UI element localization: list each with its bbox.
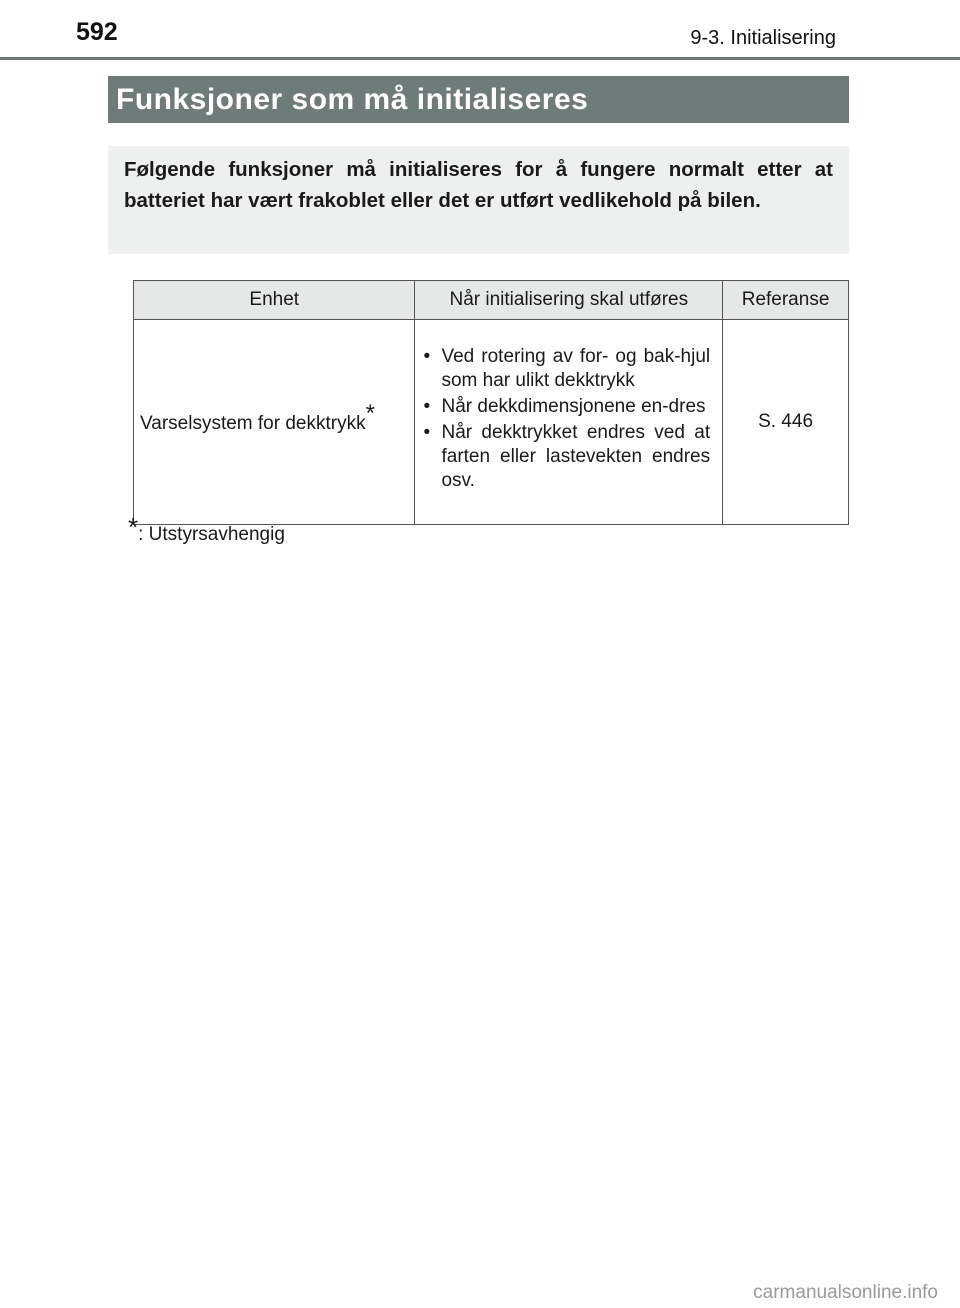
list-item	[421, 345, 710, 393]
title-bar	[108, 76, 849, 123]
table-row	[134, 320, 849, 525]
bullet-icon: •	[423, 346, 431, 367]
cell-when	[415, 320, 723, 525]
condition-text: Når dekktrykket endres ved at farten eller lastevekten endres osv.	[441, 422, 711, 491]
condition-text: Ved rotering av for- og bak-hjul som har ulikt dekktrykk	[441, 346, 711, 391]
initialization-table	[133, 280, 849, 525]
watermark: carmanualsonline.info	[753, 1282, 938, 1303]
intro-box	[108, 146, 849, 254]
condition-text: Når dekkdimensjonene en-dres	[441, 396, 706, 417]
cell-unit	[134, 320, 415, 525]
intro-text: Følgende funksjoner må initialiseres for å fungere normalt etter at batteriet har vært frakoblet eller det er utført vedlikehold på bilen.	[124, 158, 833, 212]
unit-name: Varselsystem for dekktrykk	[140, 413, 366, 434]
bullet-icon: •	[423, 422, 431, 443]
list-item	[421, 395, 710, 419]
table-header-row	[134, 281, 849, 320]
column-header-when: Når initialisering skal utføres	[415, 281, 723, 320]
unit-footnote-mark: *	[365, 400, 375, 427]
section-label: 9-3. Initialisering	[690, 27, 836, 49]
column-header-reference: Referanse	[723, 281, 849, 320]
header-rule	[0, 57, 960, 60]
page-title: Funksjoner som må initialiseres	[116, 82, 589, 116]
column-header-unit: Enhet	[134, 281, 415, 320]
bullet-icon: •	[423, 396, 431, 417]
footnote-text: : Utstyrsavhengig	[138, 524, 285, 545]
conditions-list	[421, 345, 710, 493]
list-item	[421, 421, 710, 493]
cell-reference: S. 446	[723, 320, 849, 525]
page-number: 592	[76, 18, 118, 46]
footnote-mark: *	[128, 512, 139, 542]
footnote	[128, 512, 285, 547]
